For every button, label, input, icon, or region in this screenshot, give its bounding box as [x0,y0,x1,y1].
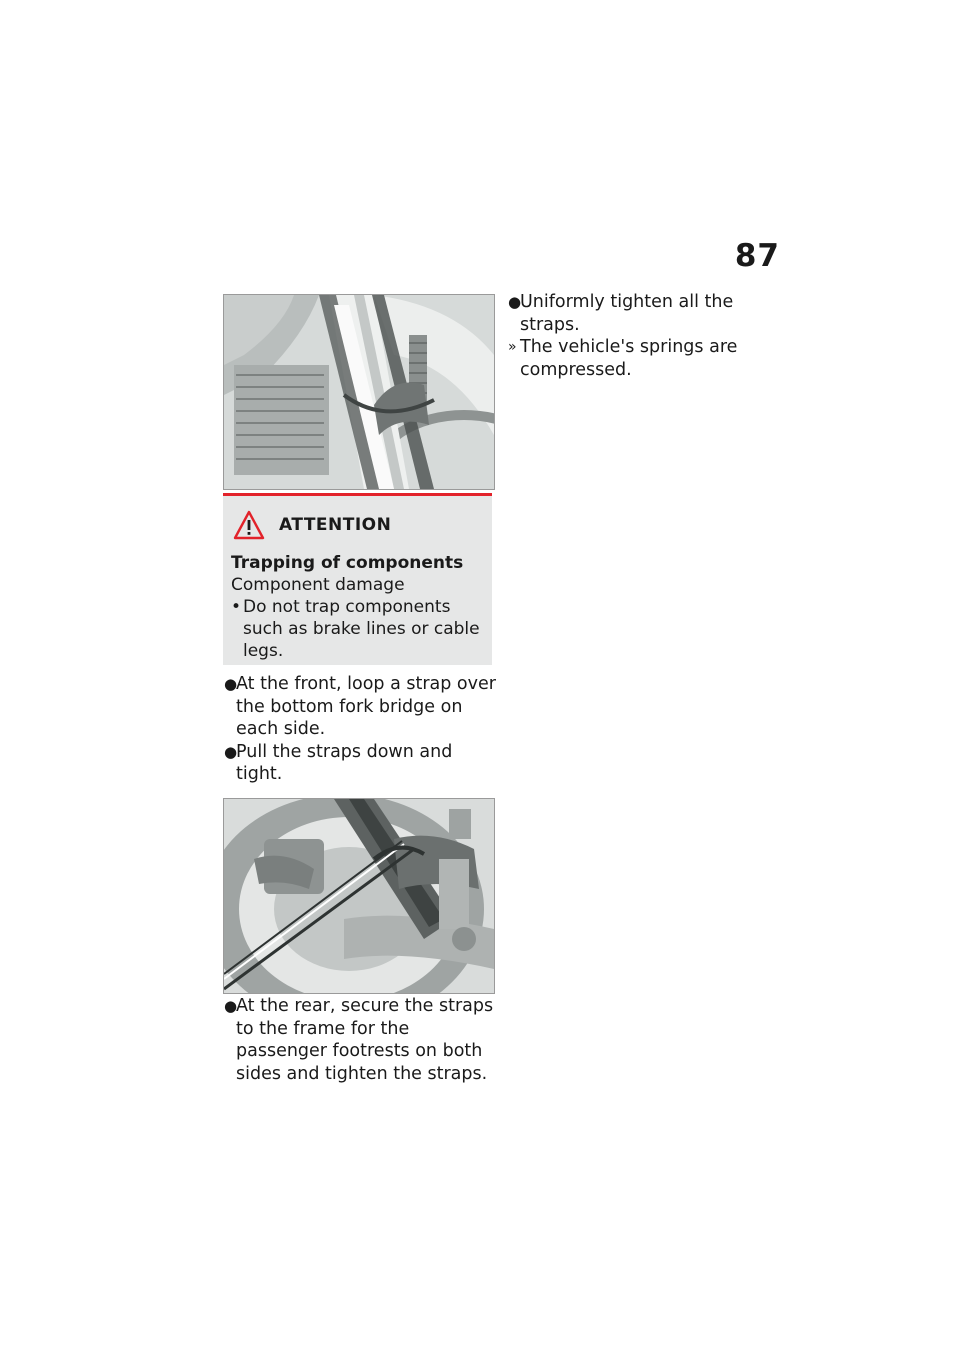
final-steps-list [508,291,788,381]
list-item [224,995,496,1085]
rear-steps-list [224,995,496,1085]
list-item [224,741,496,786]
list-item [508,291,788,336]
result-text: The vehicle's springs are compressed. [520,337,738,380]
hazard-instruction-text: Do not trap components such as brake lines or cable legs. [243,597,480,661]
step-text: Uniformly tighten all the straps. [520,292,734,335]
page-number: 87 [734,238,780,274]
hazard-consequence: Component damage [231,575,405,595]
front-steps-list [224,673,496,786]
step-text: At the front, loop a strap over the bottom fork bridge on each side. [236,674,496,739]
step-text: At the rear, secure the straps to the frame for the passenger footrests on both sides and tighten the straps. [236,996,494,1084]
bullet-icon: ● [224,997,238,1015]
bullet-icon: ● [508,293,522,311]
front-fork-strap-illustration [223,294,495,490]
result-arrow-icon: » [508,339,517,355]
warning-triangle-icon [233,510,265,540]
rear-frame-strap-illustration [223,798,495,994]
attention-box [223,493,492,665]
hazard-title: Trapping of components [231,553,464,573]
bullet-icon: ● [224,675,238,693]
bullet-icon: ● [224,742,238,761]
attention-heading: ATTENTION [279,515,392,535]
list-item [224,673,496,741]
hazard-instruction [231,596,486,662]
bullet-icon: • [231,597,242,617]
list-item [508,336,788,381]
step-text: Pull the straps down and tight. [236,741,453,784]
